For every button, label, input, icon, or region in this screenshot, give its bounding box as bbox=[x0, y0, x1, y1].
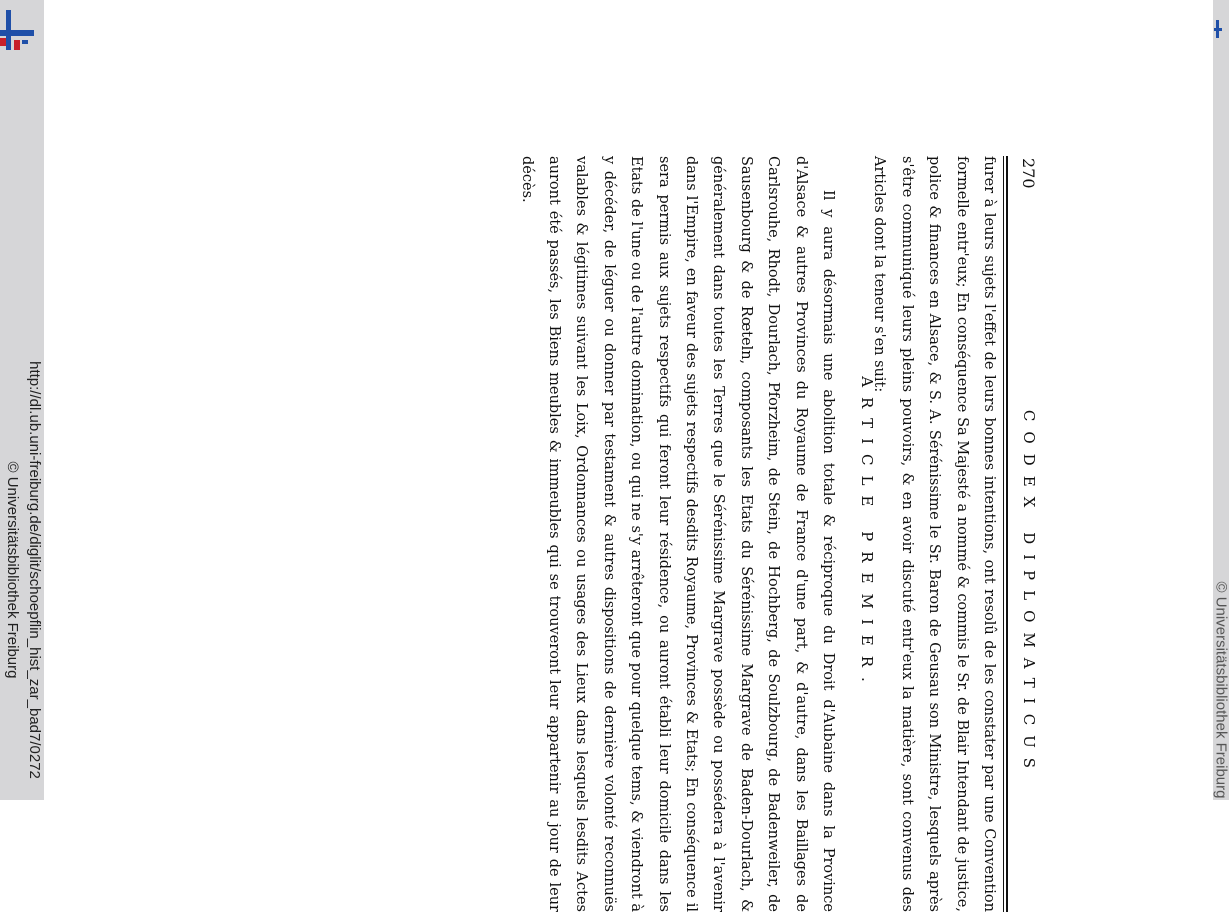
right-edge-caption: © Universitätsbibliothek Freiburg bbox=[1213, 582, 1229, 799]
library-logo-icon[interactable] bbox=[0, 10, 40, 52]
running-title: CODEX DIPLOMATICUS bbox=[1020, 276, 1038, 912]
viewer-side-caption bbox=[1, 361, 45, 779]
page-header bbox=[1010, 156, 1040, 912]
article-heading: ARTICLE PREMIER. bbox=[858, 156, 876, 912]
copyright-line: © Universitätsbibliothek Freiburg bbox=[1, 361, 23, 779]
intro-paragraph: furer à leurs sujets l'effet de leurs bonnes intentions, ont resolû de les constater par une Convention formelle entr'eux; En conséquence Sa Majesté a nommé & commis le Sr. de Blair Intendant de justice, police & finances en Alsace, & S. A. Sérénissime le Sr. Baron de Geusau son Ministre, lesquels après s'être communiqué leurs pleins pouvoirs, & en avoir discuté entr'eux la matière, sont convenus des Articles dont la teneur s'en suit: bbox=[865, 156, 1002, 912]
source-url[interactable]: http://dl.ub.uni-freiburg.de/diglit/schoepflin_hist_zar_bad7/0272 bbox=[23, 361, 45, 779]
scanned-page bbox=[480, 156, 1040, 912]
article-body: Il y aura désormais une abolition totale & réciproque du Droit d'Aubaine dans la Province d'Alsace & autres Provinces du Royaume de France d'une part, & d'autre, dans les Baillages de Carlsrouhe, Rhodt, Dourlach, Pforzheim, de Stein, de Hochberg, de Soulzbourg, de Badenweiler, de Sausenbourg & de Rœteln, composants les Etats du Sérénissime Margrave de Baden-Dourlach, & généralement dans toutes les Terres que le Sérénissime Margrave possède ou possédera à l'avenir dans l'Empire, en faveur des sujets respectifs desdits Royaume, Provinces & Etats; En conséquence il sera permis aux sujets respectifs qui feront leur résidence, ou auront établi leur domicile dans les Etats de l'une ou de l'autre domination, ou qui ne s'y arrêteront que pour quelque tems, & viendront à y décéder, de léguer ou donner par testament & autres dispositions de dernière volonté reconnuës valables & légitimes suivant les Loix, Ordonnances ou usages des Lieux dans lesquels lesdits Actes auront été passés, les Biens meubles & immeubles qui se trouveront leur appartenir au jour de leur décès. bbox=[512, 156, 841, 912]
right-logo-icon bbox=[1214, 20, 1224, 40]
page-number: 270 bbox=[1019, 158, 1038, 189]
header-rule-thin bbox=[1003, 156, 1004, 912]
header-rule-thick bbox=[1006, 156, 1008, 912]
